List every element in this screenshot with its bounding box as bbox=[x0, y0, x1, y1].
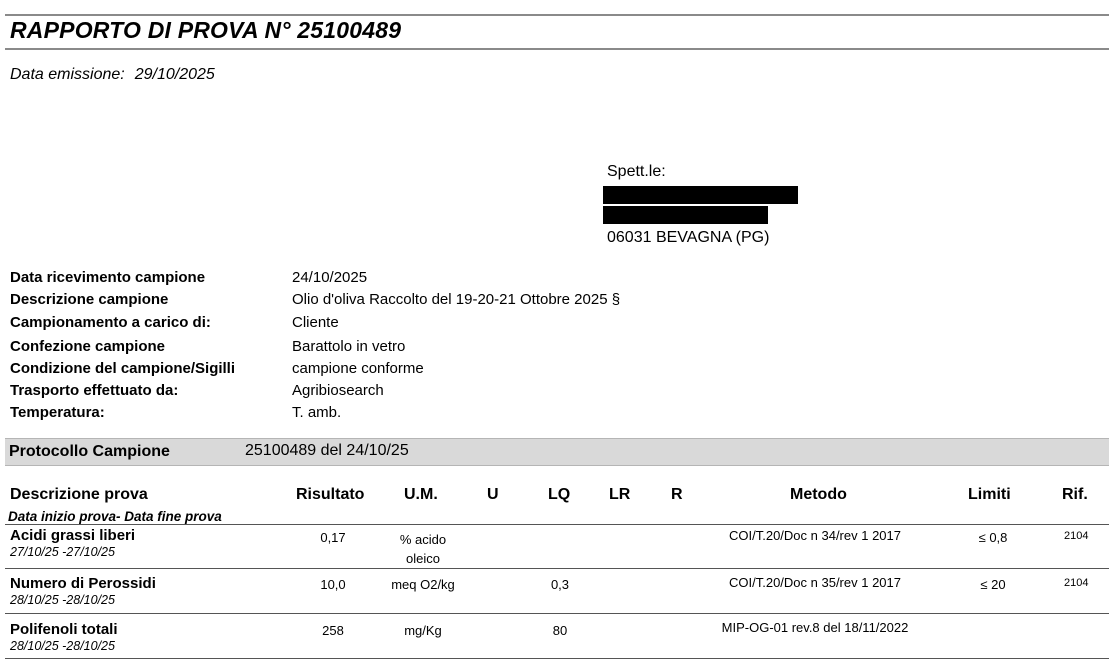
protocol-value: 25100489 del 24/10/25 bbox=[245, 442, 409, 459]
redacted-name bbox=[603, 186, 798, 204]
header-lq: LQ bbox=[548, 486, 571, 503]
test-result: 258 bbox=[322, 623, 344, 638]
recipient-block bbox=[607, 162, 666, 182]
report-title: RAPPORTO DI PROVA N° 25100489 bbox=[10, 17, 402, 43]
header-r: R bbox=[671, 486, 683, 503]
info-label: Confezione campione bbox=[10, 338, 166, 355]
recipient-city: 06031 BEVAGNA (PG) bbox=[607, 229, 770, 246]
protocol-label: Protocollo Campione bbox=[9, 443, 170, 460]
test-name: Acidi grassi liberi bbox=[10, 527, 136, 544]
test-um: mg/Kg bbox=[404, 623, 442, 638]
test-method: COI/T.20/Doc n 35/rev 1 2017 bbox=[729, 575, 901, 590]
info-value: campione conforme bbox=[292, 360, 424, 377]
info-value: Olio d'oliva Raccolto del 19-20-21 Ottobre 2025 § bbox=[292, 291, 621, 308]
test-name: Polifenoli totali bbox=[10, 621, 118, 638]
test-dates: 28/10/25 -28/10/25 bbox=[10, 593, 115, 607]
emission-date: 29/10/2025 bbox=[134, 66, 215, 83]
row-divider bbox=[5, 613, 1109, 614]
header-description: Descrizione prova bbox=[10, 486, 148, 503]
test-ref: 2104 bbox=[1064, 577, 1089, 589]
test-dates: 28/10/25 -28/10/25 bbox=[10, 639, 115, 653]
test-ref: 2104 bbox=[1064, 530, 1089, 542]
test-um: meq O2/kg bbox=[391, 577, 455, 592]
info-value: 24/10/2025 bbox=[292, 269, 368, 286]
test-name: Numero di Perossidi bbox=[10, 575, 156, 592]
emission-label: Data emissione: bbox=[10, 66, 125, 83]
table-row bbox=[0, 575, 1111, 621]
table-header-divider bbox=[5, 524, 1109, 525]
header-ref: Rif. bbox=[1062, 486, 1088, 503]
header-result: Risultato bbox=[296, 486, 365, 503]
top-rule bbox=[5, 14, 1109, 16]
header-method: Metodo bbox=[790, 486, 847, 503]
title-rule bbox=[5, 48, 1109, 50]
info-value: Agribiosearch bbox=[292, 382, 384, 399]
redacted-address bbox=[603, 206, 768, 224]
test-lq: 80 bbox=[552, 623, 568, 638]
info-label: Condizione del campione/Sigilli bbox=[10, 360, 236, 377]
info-label: Data ricevimento campione bbox=[10, 269, 206, 286]
header-limits: Limiti bbox=[968, 486, 1011, 503]
info-value: Barattolo in vetro bbox=[292, 338, 406, 355]
test-limit: ≤ 20 bbox=[980, 577, 1006, 592]
info-label: Temperatura: bbox=[10, 404, 105, 421]
table-row bbox=[0, 527, 1111, 573]
test-method: MIP-OG-01 rev.8 del 18/11/2022 bbox=[721, 620, 909, 635]
info-label: Trasporto effettuato da: bbox=[10, 382, 179, 399]
info-value: Cliente bbox=[292, 314, 339, 331]
test-lq: 0,3 bbox=[550, 577, 570, 592]
header-um: U.M. bbox=[404, 486, 438, 503]
info-label: Descrizione campione bbox=[10, 291, 169, 308]
test-result: 0,17 bbox=[320, 530, 346, 545]
recipient-greeting: Spett.le: bbox=[607, 163, 666, 180]
test-um: % acido oleico bbox=[399, 532, 447, 566]
table-row bbox=[0, 621, 1111, 667]
test-method: COI/T.20/Doc n 34/rev 1 2017 bbox=[729, 528, 901, 543]
protocol-bar bbox=[5, 438, 1109, 466]
header-dates: Data inizio prova- Data fine prova bbox=[8, 509, 222, 524]
test-limit: ≤ 0,8 bbox=[978, 530, 1008, 545]
row-divider bbox=[5, 658, 1109, 659]
test-result: 10,0 bbox=[320, 577, 346, 592]
info-label: Campionamento a carico di: bbox=[10, 314, 211, 331]
info-value: T. amb. bbox=[292, 404, 342, 421]
row-divider bbox=[5, 568, 1109, 569]
header-lr: LR bbox=[609, 486, 631, 503]
emission-date-line bbox=[10, 66, 215, 84]
test-dates: 27/10/25 -27/10/25 bbox=[10, 545, 115, 559]
header-u: U bbox=[487, 486, 499, 503]
